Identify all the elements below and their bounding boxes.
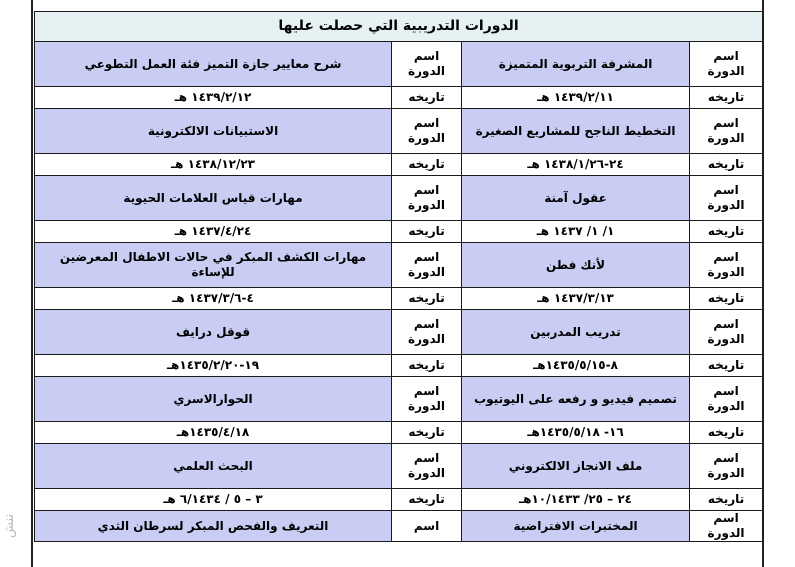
course-date-row bbox=[35, 288, 763, 310]
course-name: المشرفة التربوية المتميزة bbox=[462, 42, 690, 87]
course-date-label: تاريخه bbox=[392, 87, 462, 109]
course-name-row bbox=[35, 42, 763, 87]
course-date-label: تاريخه bbox=[392, 154, 462, 176]
course-name-label: اسم الدورة bbox=[690, 377, 763, 422]
course-name: تدريب المدربين bbox=[462, 310, 690, 355]
course-name-label: اسم الدورة bbox=[690, 444, 763, 489]
course-date-label: تاريخه bbox=[392, 288, 462, 310]
course-name-label: اسم الدورة bbox=[690, 310, 763, 355]
course-name-label: اسم الدورة bbox=[392, 42, 462, 87]
course-name: البحث العلمي bbox=[35, 444, 392, 489]
course-name: التخطيط الناجح للمشاريع الصغيرة bbox=[462, 109, 690, 154]
course-name-label: اسم الدورة bbox=[392, 176, 462, 221]
course-name-row bbox=[35, 176, 763, 221]
course-date-row bbox=[35, 221, 763, 243]
course-name: شرح معايير جازة التميز فئة العمل التطوعي bbox=[35, 42, 392, 87]
course-date: ٨-١٤٣٥/٥/١٥هـ bbox=[462, 355, 690, 377]
course-date-label: تاريخه bbox=[690, 288, 763, 310]
course-name: ملف الانجاز الالكتروني bbox=[462, 444, 690, 489]
course-name-row bbox=[35, 243, 763, 288]
course-name-label: اسم الدورة bbox=[392, 310, 462, 355]
course-name: التعريف والفحص المبكر لسرطان الثدي bbox=[35, 511, 392, 542]
course-name-row bbox=[35, 310, 763, 355]
course-name-label: اسم الدورة bbox=[690, 42, 763, 87]
course-date-row bbox=[35, 422, 763, 444]
course-date-label: تاريخه bbox=[392, 221, 462, 243]
course-name: لأنك فطن bbox=[462, 243, 690, 288]
course-name-label: اسم الدورة bbox=[690, 176, 763, 221]
course-date-label: تاريخه bbox=[690, 422, 763, 444]
course-date: ١٤٣٧/٣/١٣ هـ bbox=[462, 288, 690, 310]
course-date-row bbox=[35, 355, 763, 377]
course-name: المختبرات الافتراضية bbox=[462, 511, 690, 542]
course-date-label: تاريخه bbox=[690, 221, 763, 243]
course-date-label: تاريخه bbox=[690, 87, 763, 109]
course-name-row bbox=[35, 377, 763, 422]
course-date-label: تاريخه bbox=[690, 154, 763, 176]
course-name-label: اسم الدورة bbox=[690, 243, 763, 288]
course-date: ١٤٣٥/٤/١٨هـ bbox=[35, 422, 392, 444]
course-date-row bbox=[35, 489, 763, 511]
course-date-label: تاريخه bbox=[392, 355, 462, 377]
course-name: قوقل درايف bbox=[35, 310, 392, 355]
course-name: الحوارالاسري bbox=[35, 377, 392, 422]
course-name-label: اسم الدورة bbox=[690, 511, 763, 542]
table-title: الدورات التدريبية التي حصلت عليها bbox=[35, 12, 763, 42]
course-date-label: تاريخه bbox=[690, 489, 763, 511]
course-date: ٢٤-١٤٣٨/١/٢٦ هـ bbox=[462, 154, 690, 176]
course-name: مهارات قياس العلامات الحيوية bbox=[35, 176, 392, 221]
course-date: ١٩-١٤٣٥/٢/٢٠هـ bbox=[35, 355, 392, 377]
course-date-row bbox=[35, 87, 763, 109]
course-date-label: تاريخه bbox=[392, 422, 462, 444]
course-date: ١٤٣٩/٢/١٢ هـ bbox=[35, 87, 392, 109]
course-name-row bbox=[35, 109, 763, 154]
course-name-label: اسم الدورة bbox=[392, 377, 462, 422]
course-name-label: اسم الدورة bbox=[690, 109, 763, 154]
course-name: مهارات الكشف المبكر في حالات الاطفال المعرضين للإساءة bbox=[35, 243, 392, 288]
course-date-label: تاريخه bbox=[392, 489, 462, 511]
course-name: تصميم فيديو و رفعه على اليوتيوب bbox=[462, 377, 690, 422]
cut-off-text: تنش bbox=[2, 513, 17, 538]
course-name-label: اسم الدورة bbox=[392, 109, 462, 154]
course-date: ١٤٣٩/٢/١١ هـ bbox=[462, 87, 690, 109]
course-date: ٣ – ٥ / ٦/١٤٣٤ هـ bbox=[35, 489, 392, 511]
course-name: الاستبيانات الالكترونية bbox=[35, 109, 392, 154]
course-date: ١٤٣٧/٤/٢٤ هـ bbox=[35, 221, 392, 243]
course-date: ٢٤ – ٢٥/ ١٠/١٤٣٣هـ bbox=[462, 489, 690, 511]
course-date: ٤-١٤٣٧/٣/٦ هـ bbox=[35, 288, 392, 310]
course-name-row bbox=[35, 511, 763, 542]
course-name-label: اسم الدورة bbox=[392, 444, 462, 489]
course-date-row bbox=[35, 154, 763, 176]
course-name-label: اسم bbox=[392, 511, 462, 542]
course-date: ١٤٣٨/١٢/٢٣ هـ bbox=[35, 154, 392, 176]
courses-table bbox=[34, 11, 763, 542]
course-name: عقول آمنة bbox=[462, 176, 690, 221]
course-date: ١٦- ١٤٣٥/٥/١٨هـ bbox=[462, 422, 690, 444]
course-date: ١/ ١/ ١٤٣٧ هـ bbox=[462, 221, 690, 243]
course-name-row bbox=[35, 444, 763, 489]
course-name-label: اسم الدورة bbox=[392, 243, 462, 288]
course-date-label: تاريخه bbox=[690, 355, 763, 377]
